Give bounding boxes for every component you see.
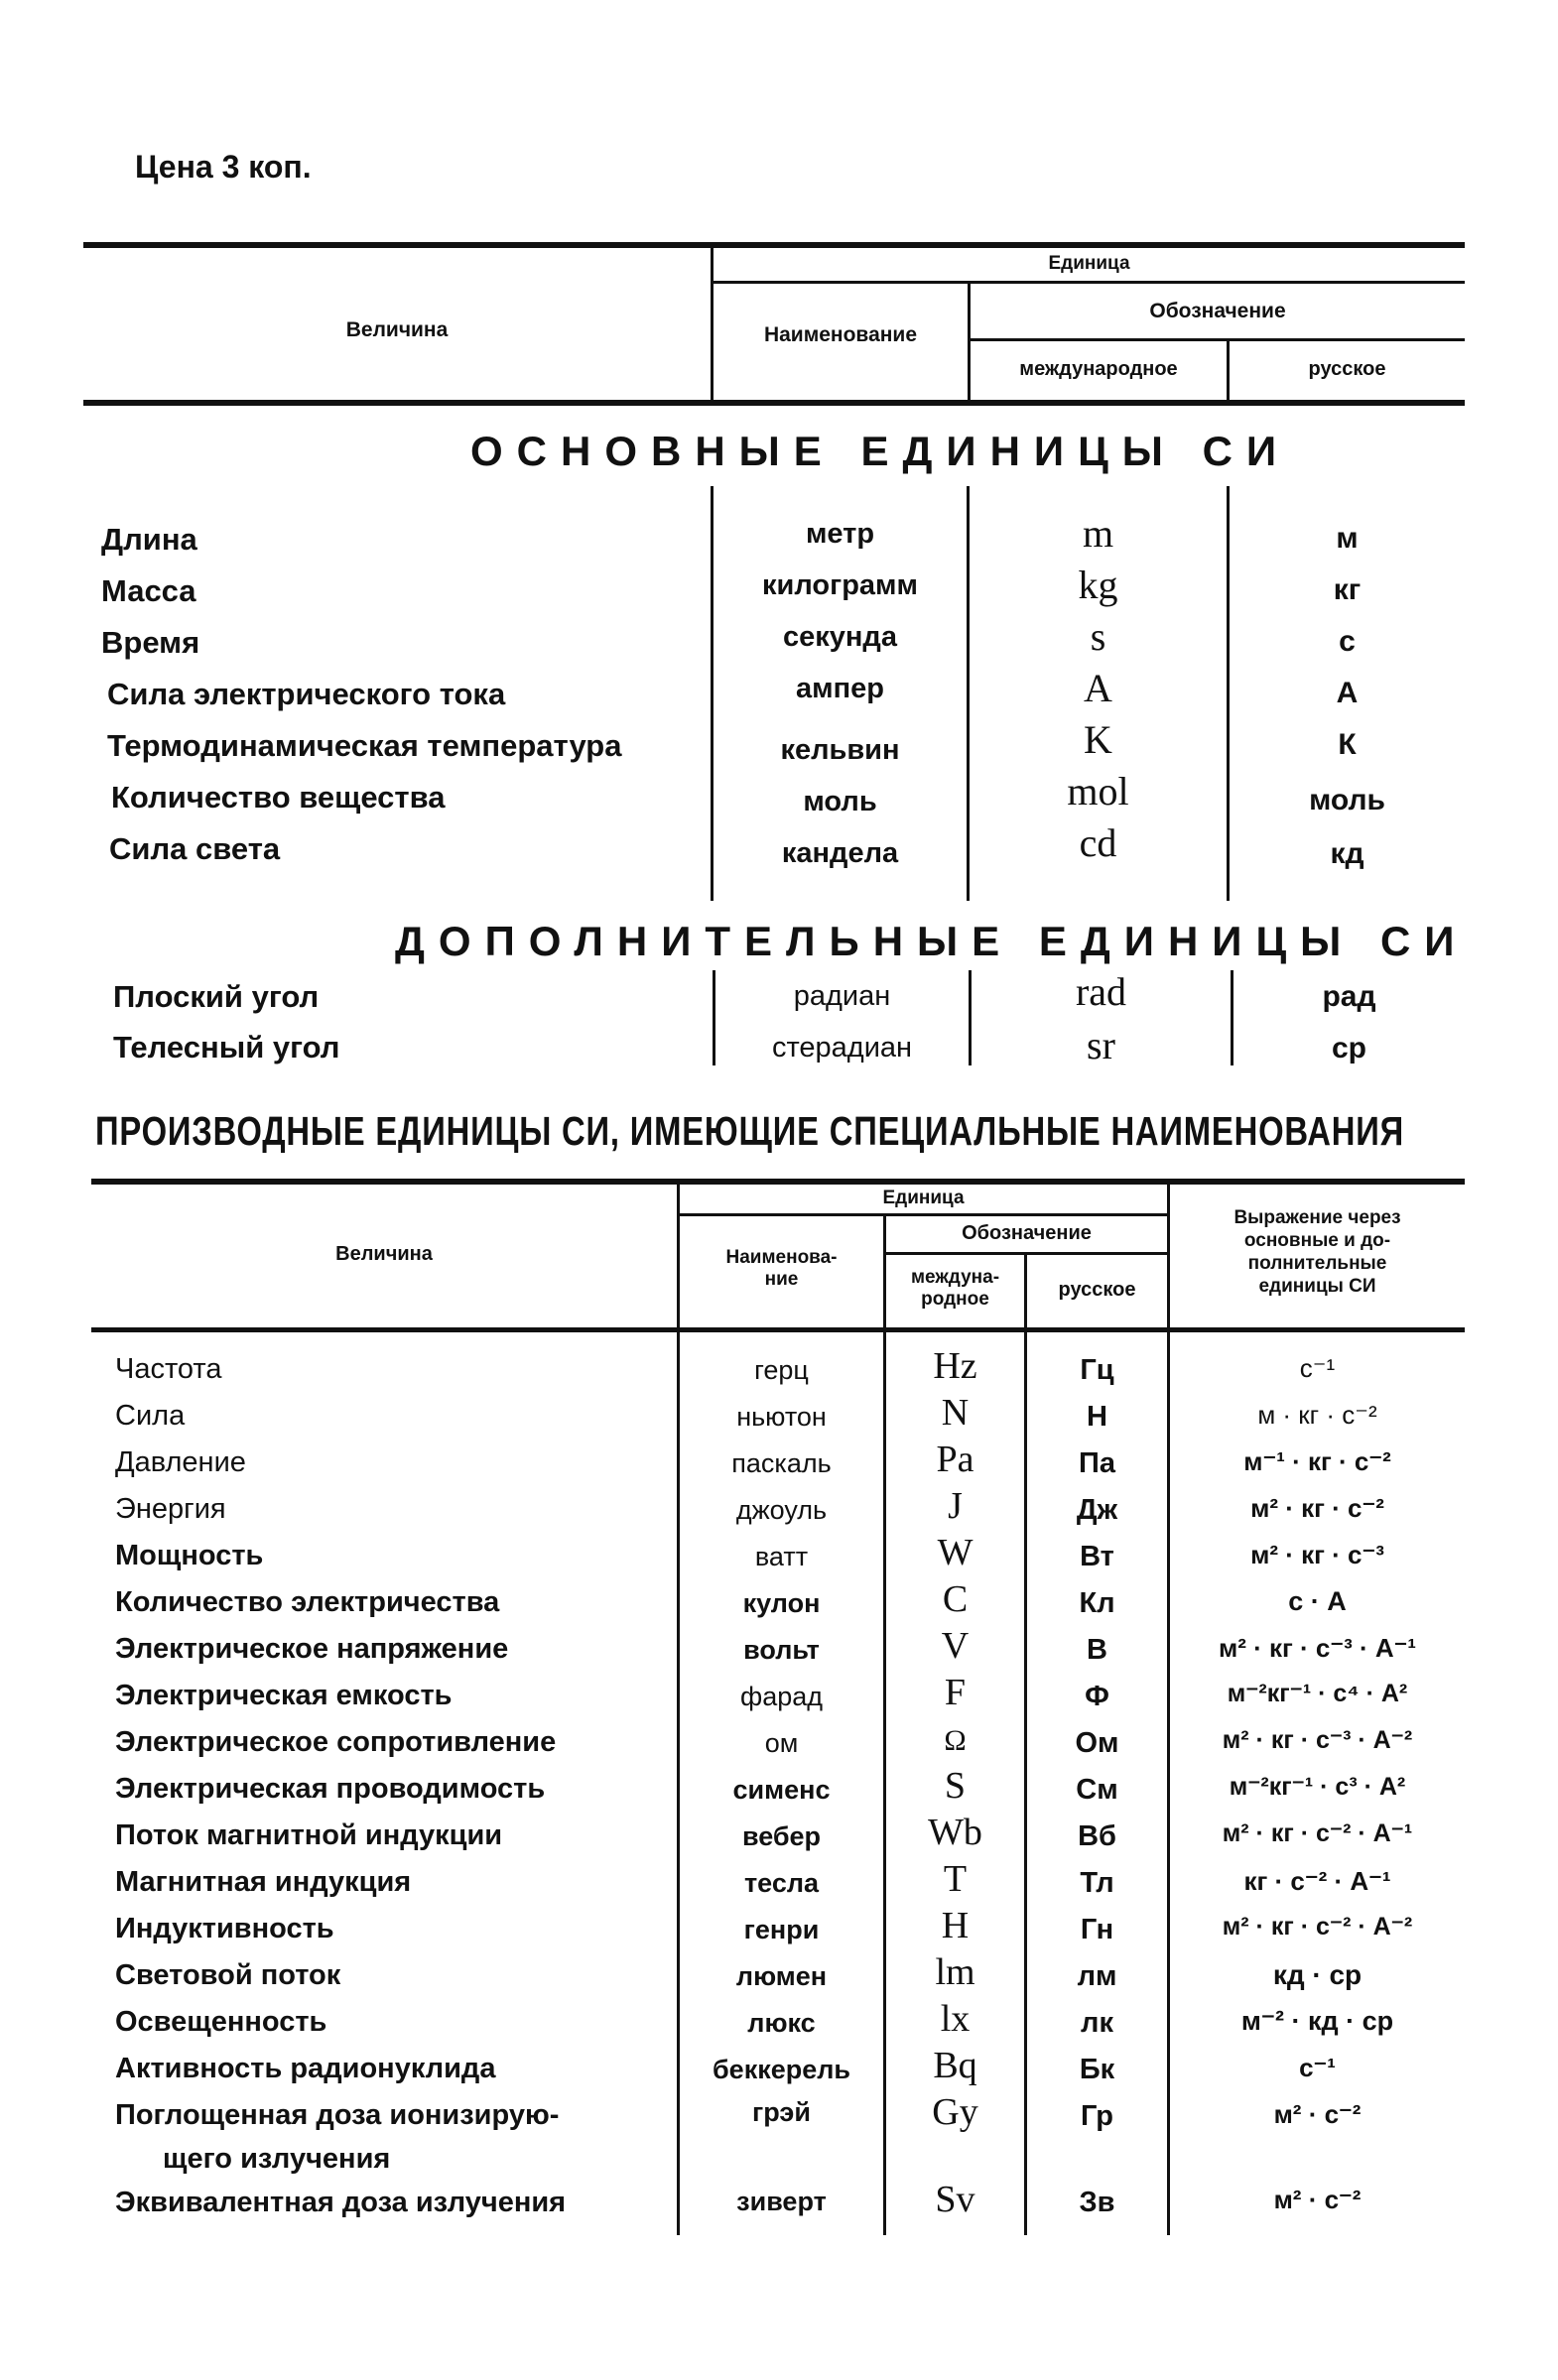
rus-symbol-cell: ср (1331, 1032, 1366, 1065)
col-name-header: Наименова- ние (725, 1247, 838, 1290)
quantity-cell: Электрическое напряжение (115, 1633, 509, 1665)
intl-symbol-cell: mol (1067, 769, 1129, 814)
col-expression-header: Выражение через основные и до- полнительные единицы СИ (1233, 1207, 1401, 1297)
unit-name-cell: секунда (783, 621, 897, 653)
expression-cell: м² · кг · с⁻² · А⁻² (1222, 1913, 1413, 1941)
col-quantity-header: Величина (335, 1243, 433, 1265)
expression-cell: м · кг · с⁻² (1257, 1400, 1377, 1430)
rus-symbol-cell: Па (1079, 1447, 1115, 1479)
expression-cell: с⁻¹ (1299, 1353, 1336, 1383)
intl-symbol-cell: Bq (933, 2045, 977, 2086)
unit-name-cell: люкс (747, 2008, 816, 2038)
rus-symbol-cell: Вт (1080, 1541, 1114, 1572)
unit-name-cell: килограмм (762, 569, 918, 601)
quantity-cell: Плоский угол (113, 979, 320, 1014)
intl-symbol-cell: rad (1075, 969, 1127, 1014)
unit-name-cell: метр (805, 518, 875, 550)
unit-name-cell: фарад (739, 1682, 824, 1711)
expression-cell: м⁻²кг⁻¹ · с³ · А² (1229, 1773, 1406, 1801)
section-title-supplementary-units: ДОПОЛНИТЕЛЬНЫЕ ЕДИНИЦЫ СИ (395, 918, 1469, 964)
intl-symbol-cell: Gy (932, 2091, 978, 2133)
intl-symbol-cell: H (941, 1905, 970, 1946)
quantity-cell: Сила электрического тока (107, 677, 506, 711)
col-designation-header: Обозначение (1149, 300, 1286, 322)
col-quantity-header: Величина (345, 318, 449, 341)
expression-cell: м² · кг · с⁻³ · А⁻¹ (1218, 1633, 1417, 1663)
intl-symbol-cell: sr (1087, 1023, 1115, 1067)
intl-symbol-cell: J (948, 1485, 963, 1527)
expression-cell: м² · с⁻² (1273, 2185, 1362, 2214)
rus-symbol-cell: См (1076, 1774, 1118, 1806)
col-unit-header: Единица (1048, 253, 1130, 274)
quantity-cell: Количество электричества (115, 1586, 500, 1618)
section-title-derived-units: ПРОИЗВОДНЫЕ ЕДИНИЦЫ СИ, ИМЕЮЩИЕ СПЕЦИАЛЬНЫЕ НАИМЕНОВАНИЯ (95, 1108, 1404, 1154)
col-unit-header: Единица (882, 1188, 965, 1208)
intl-symbol-cell: N (941, 1392, 970, 1434)
quantity-cell: Давление (115, 1446, 246, 1478)
intl-symbol-cell: kg (1078, 563, 1118, 607)
rus-symbol-cell: моль (1309, 784, 1385, 816)
intl-symbol-cell: F (944, 1672, 967, 1713)
unit-name-cell: ватт (754, 1542, 809, 1571)
rus-symbol-cell: Гн (1080, 1914, 1114, 1945)
unit-name-cell: генри (743, 1915, 820, 1944)
expression-cell: с⁻¹ (1299, 2053, 1336, 2082)
intl-symbol-cell: S (944, 1765, 967, 1807)
expression-cell: кд · ср (1272, 1959, 1363, 1990)
intl-symbol-cell: Wb (928, 1812, 982, 1853)
quantity-cell: Энергия (115, 1493, 226, 1525)
intl-symbol-cell: Ω (944, 1724, 967, 1757)
intl-symbol-cell: lx (940, 1998, 971, 2040)
quantity-cell: Мощность (115, 1540, 264, 1571)
price-label: Цена 3 коп. (135, 149, 312, 185)
expression-cell: м⁻²кг⁻¹ · с⁴ · А² (1227, 1680, 1408, 1707)
unit-name-cell: вебер (741, 1821, 822, 1851)
rus-symbol-cell: Ф (1085, 1681, 1109, 1712)
header-bottom-rule (83, 400, 1465, 406)
intl-symbol-cell: Sv (935, 2179, 975, 2220)
col-rus-header: русское (1308, 358, 1386, 380)
rus-symbol-cell: Вб (1078, 1820, 1116, 1852)
header-top-rule (83, 242, 1465, 248)
quantity-cell: Сила (115, 1400, 186, 1432)
rus-symbol-cell: Гр (1080, 2100, 1114, 2132)
unit-name-cell: кельвин (780, 734, 900, 766)
unit-name-cell: кандела (781, 837, 899, 869)
quantity-cell: Количество вещества (111, 780, 446, 814)
rus-symbol-cell: Кл (1079, 1587, 1115, 1619)
unit-name-cell: вольт (743, 1635, 820, 1665)
rus-symbol-cell: лм (1077, 1960, 1117, 1992)
intl-symbol-cell: s (1090, 614, 1106, 659)
rus-symbol-cell: Н (1087, 1401, 1107, 1433)
quantity-cell: Освещенность (115, 2006, 327, 2038)
quantity-cell: Эквивалентная доза излучения (115, 2187, 567, 2218)
rus-symbol-cell: кг (1333, 573, 1362, 606)
expression-cell: с · А (1288, 1586, 1347, 1616)
expression-cell: м² · кг · с⁻² (1250, 1493, 1384, 1523)
rus-symbol-cell: с (1339, 625, 1356, 658)
header-top-rule (91, 1179, 1465, 1185)
col-intl-header: междуна- родное (910, 1267, 1000, 1310)
unit-name-cell: грэй (752, 2097, 811, 2127)
quantity-cell: Частота (115, 1353, 222, 1385)
unit-name-cell: зиверт (736, 2187, 827, 2216)
rus-symbol-cell: Гц (1080, 1354, 1114, 1386)
quantity-cell: Электрическая емкость (115, 1680, 453, 1711)
rus-symbol-cell: м (1336, 522, 1359, 555)
quantity-cell: Электрическое сопротивление (115, 1726, 557, 1758)
quantity-cell-continuation: щего излучения (163, 2143, 391, 2175)
quantity-cell: Электрическая проводимость (115, 1773, 546, 1805)
rus-symbol-cell: лк (1081, 2007, 1113, 2039)
expression-cell: кг · с⁻² · А⁻¹ (1243, 1866, 1391, 1896)
col-intl-header: международное (1019, 358, 1178, 380)
quantity-cell: Длина (101, 522, 197, 557)
rus-symbol-cell: В (1087, 1634, 1107, 1666)
col-rus-header: русское (1058, 1279, 1136, 1301)
unit-name-cell: люмен (735, 1961, 828, 1991)
intl-symbol-cell: C (942, 1578, 969, 1620)
quantity-cell: Световой поток (115, 1959, 341, 1991)
intl-symbol-cell: cd (1079, 820, 1117, 865)
unit-name-cell: тесла (743, 1868, 820, 1898)
unit-name-cell: кулон (742, 1588, 821, 1618)
unit-name-cell: моль (803, 786, 877, 817)
section-title-base-units: ОСНОВНЫЕ ЕДИНИЦЫ СИ (470, 428, 1291, 474)
quantity-cell: Сила света (109, 831, 281, 866)
quantity-cell: Поток магнитной индукции (115, 1819, 503, 1851)
quantity-cell: Индуктивность (115, 1913, 334, 1944)
rus-symbol-cell: А (1336, 677, 1359, 709)
unit-name-cell: ом (764, 1728, 799, 1758)
col-designation-header: Обозначение (962, 1222, 1092, 1244)
expression-cell: м² · кг · с⁻³ · А⁻² (1222, 1726, 1413, 1754)
intl-symbol-cell: A (1084, 666, 1112, 710)
intl-symbol-cell: Pa (936, 1439, 974, 1480)
rus-symbol-cell: Дж (1076, 1494, 1118, 1526)
quantity-cell: Время (101, 625, 200, 660)
rus-symbol-cell: Зв (1079, 2187, 1115, 2218)
unit-name-cell: стерадиан (771, 1032, 913, 1064)
intl-symbol-cell: W (937, 1532, 974, 1573)
intl-symbol-cell: K (1084, 717, 1112, 762)
unit-name-cell: паскаль (731, 1448, 832, 1478)
rus-symbol-cell: рад (1322, 980, 1376, 1013)
unit-name-cell: ньютон (736, 1402, 827, 1432)
intl-symbol-cell: V (941, 1625, 970, 1667)
rus-symbol-cell: Бк (1079, 2054, 1115, 2085)
quantity-cell: Телесный угол (113, 1030, 340, 1065)
rus-symbol-cell: К (1338, 728, 1357, 761)
unit-name-cell: беккерель (713, 2055, 850, 2084)
expression-cell: м⁻² · кд · ср (1240, 2006, 1394, 2036)
unit-name-cell: радиан (793, 980, 891, 1012)
unit-name-cell: ампер (796, 673, 884, 704)
expression-cell: м⁻¹ · кг · с⁻² (1243, 1446, 1391, 1476)
header-bottom-rule (91, 1327, 1465, 1332)
unit-name-cell: герц (754, 1355, 809, 1385)
intl-symbol-cell: Hz (933, 1345, 977, 1387)
rus-symbol-cell: Тл (1080, 1867, 1114, 1899)
col-name-header: Наименование (763, 323, 918, 346)
expression-cell: м² · с⁻² (1273, 2099, 1362, 2129)
quantity-cell: Термодинамическая температура (107, 728, 622, 763)
intl-symbol-cell: m (1082, 511, 1114, 556)
rus-symbol-cell: Ом (1075, 1727, 1119, 1759)
intl-symbol-cell: lm (935, 1951, 975, 1993)
expression-cell: м² · кг · с⁻² · А⁻¹ (1222, 1819, 1413, 1847)
unit-name-cell: джоуль (735, 1495, 828, 1525)
quantity-cell: Магнитная индукция (115, 1866, 412, 1898)
quantity-cell: Поглощенная доза ионизирую- (115, 2099, 560, 2131)
quantity-cell: Масса (101, 573, 196, 608)
unit-name-cell: сименс (732, 1775, 831, 1805)
intl-symbol-cell: T (943, 1858, 968, 1900)
quantity-cell: Активность радионуклида (115, 2053, 496, 2084)
expression-cell: м² · кг · с⁻³ (1250, 1540, 1384, 1569)
rus-symbol-cell: кд (1330, 837, 1364, 870)
